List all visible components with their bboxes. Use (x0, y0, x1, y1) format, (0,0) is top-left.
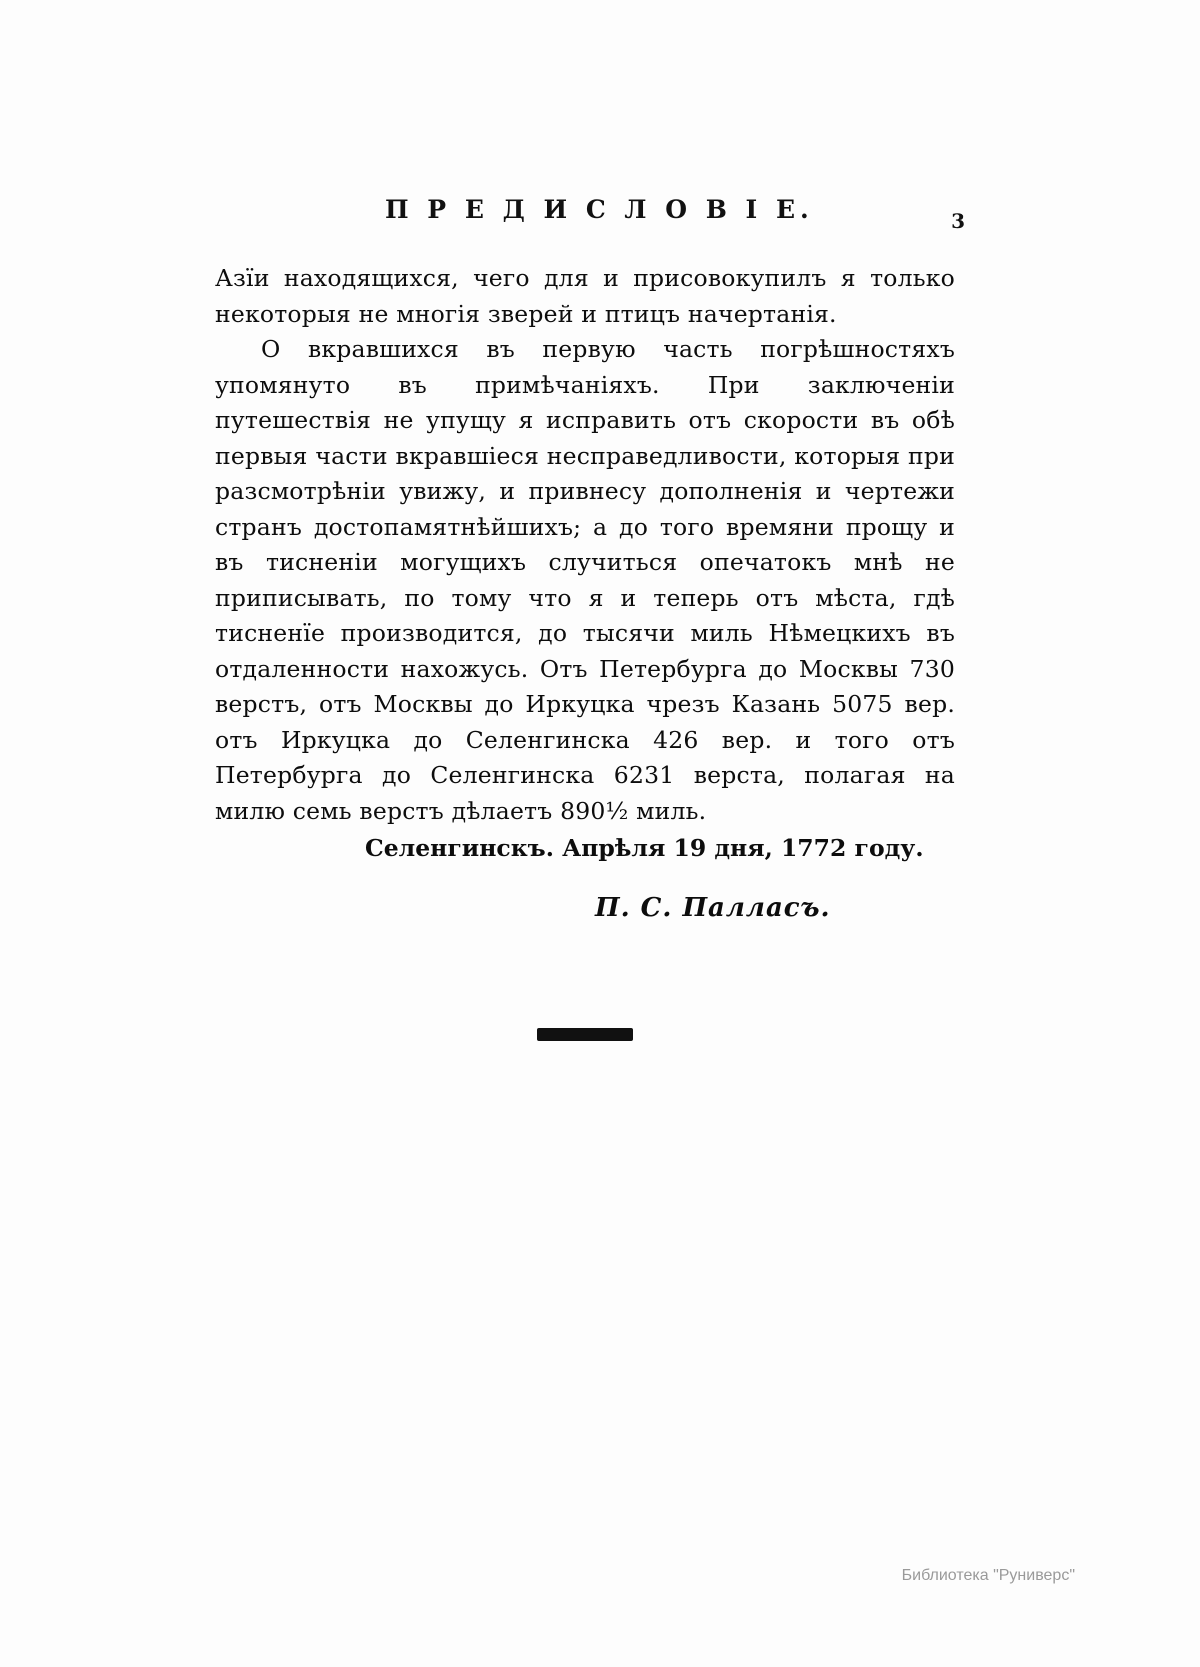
page-header (215, 195, 965, 243)
signature: П. С. Палласъ. (595, 892, 831, 923)
page-number: 3 (951, 209, 965, 233)
paragraph-text: О вкравшихся въ первую часть погрѣшностяхъ упомянуто въ примѣчаніяхъ. При заключеніи путешествія не упущу я исправить отъ скорости въ обѣ первыя части вкравшіеся несправедливости, которыя при разсмотрѣніи увижу, и привнесу дополненія и чертежи странъ достопамятнѣйшихъ; а до того времяни прощу и въ тисненіи могущихъ случиться опечатокъ мнѣ не приписывать, по тому что я и теперь отъ мѣста, гдѣ тисненїе производится, до тысячи миль Нѣмецкихъ въ отдаленности нахожусь. Отъ Петербурга до Москвы 730 верстъ, отъ Москвы до Иркуцка чрезъ Казань 5075 вер. отъ Иркуцка до Селенгинска 426 вер. и того отъ Петербурга до Селенгинска 6231 верста, полагая на милю семь верстъ дѣлаетъ 890½ миль. (215, 335, 955, 825)
ornament-rule (537, 1028, 633, 1041)
library-watermark: Библиотека "Руниверс" (901, 1567, 1075, 1584)
ornament-container (215, 1028, 955, 1041)
body-text (215, 261, 955, 829)
paragraph: Азїи находящихся, чего для и присовокупилъ я только некоторыя не многія зверей и птицъ начертанія. (215, 264, 955, 328)
closing-line: Селенгинскъ. Апрѣля 19 дня, 1772 году. (365, 834, 924, 862)
page-title: П Р Е Д И С Л О В І Е. (385, 195, 814, 224)
page-content (215, 195, 965, 1041)
paragraph (215, 332, 955, 829)
